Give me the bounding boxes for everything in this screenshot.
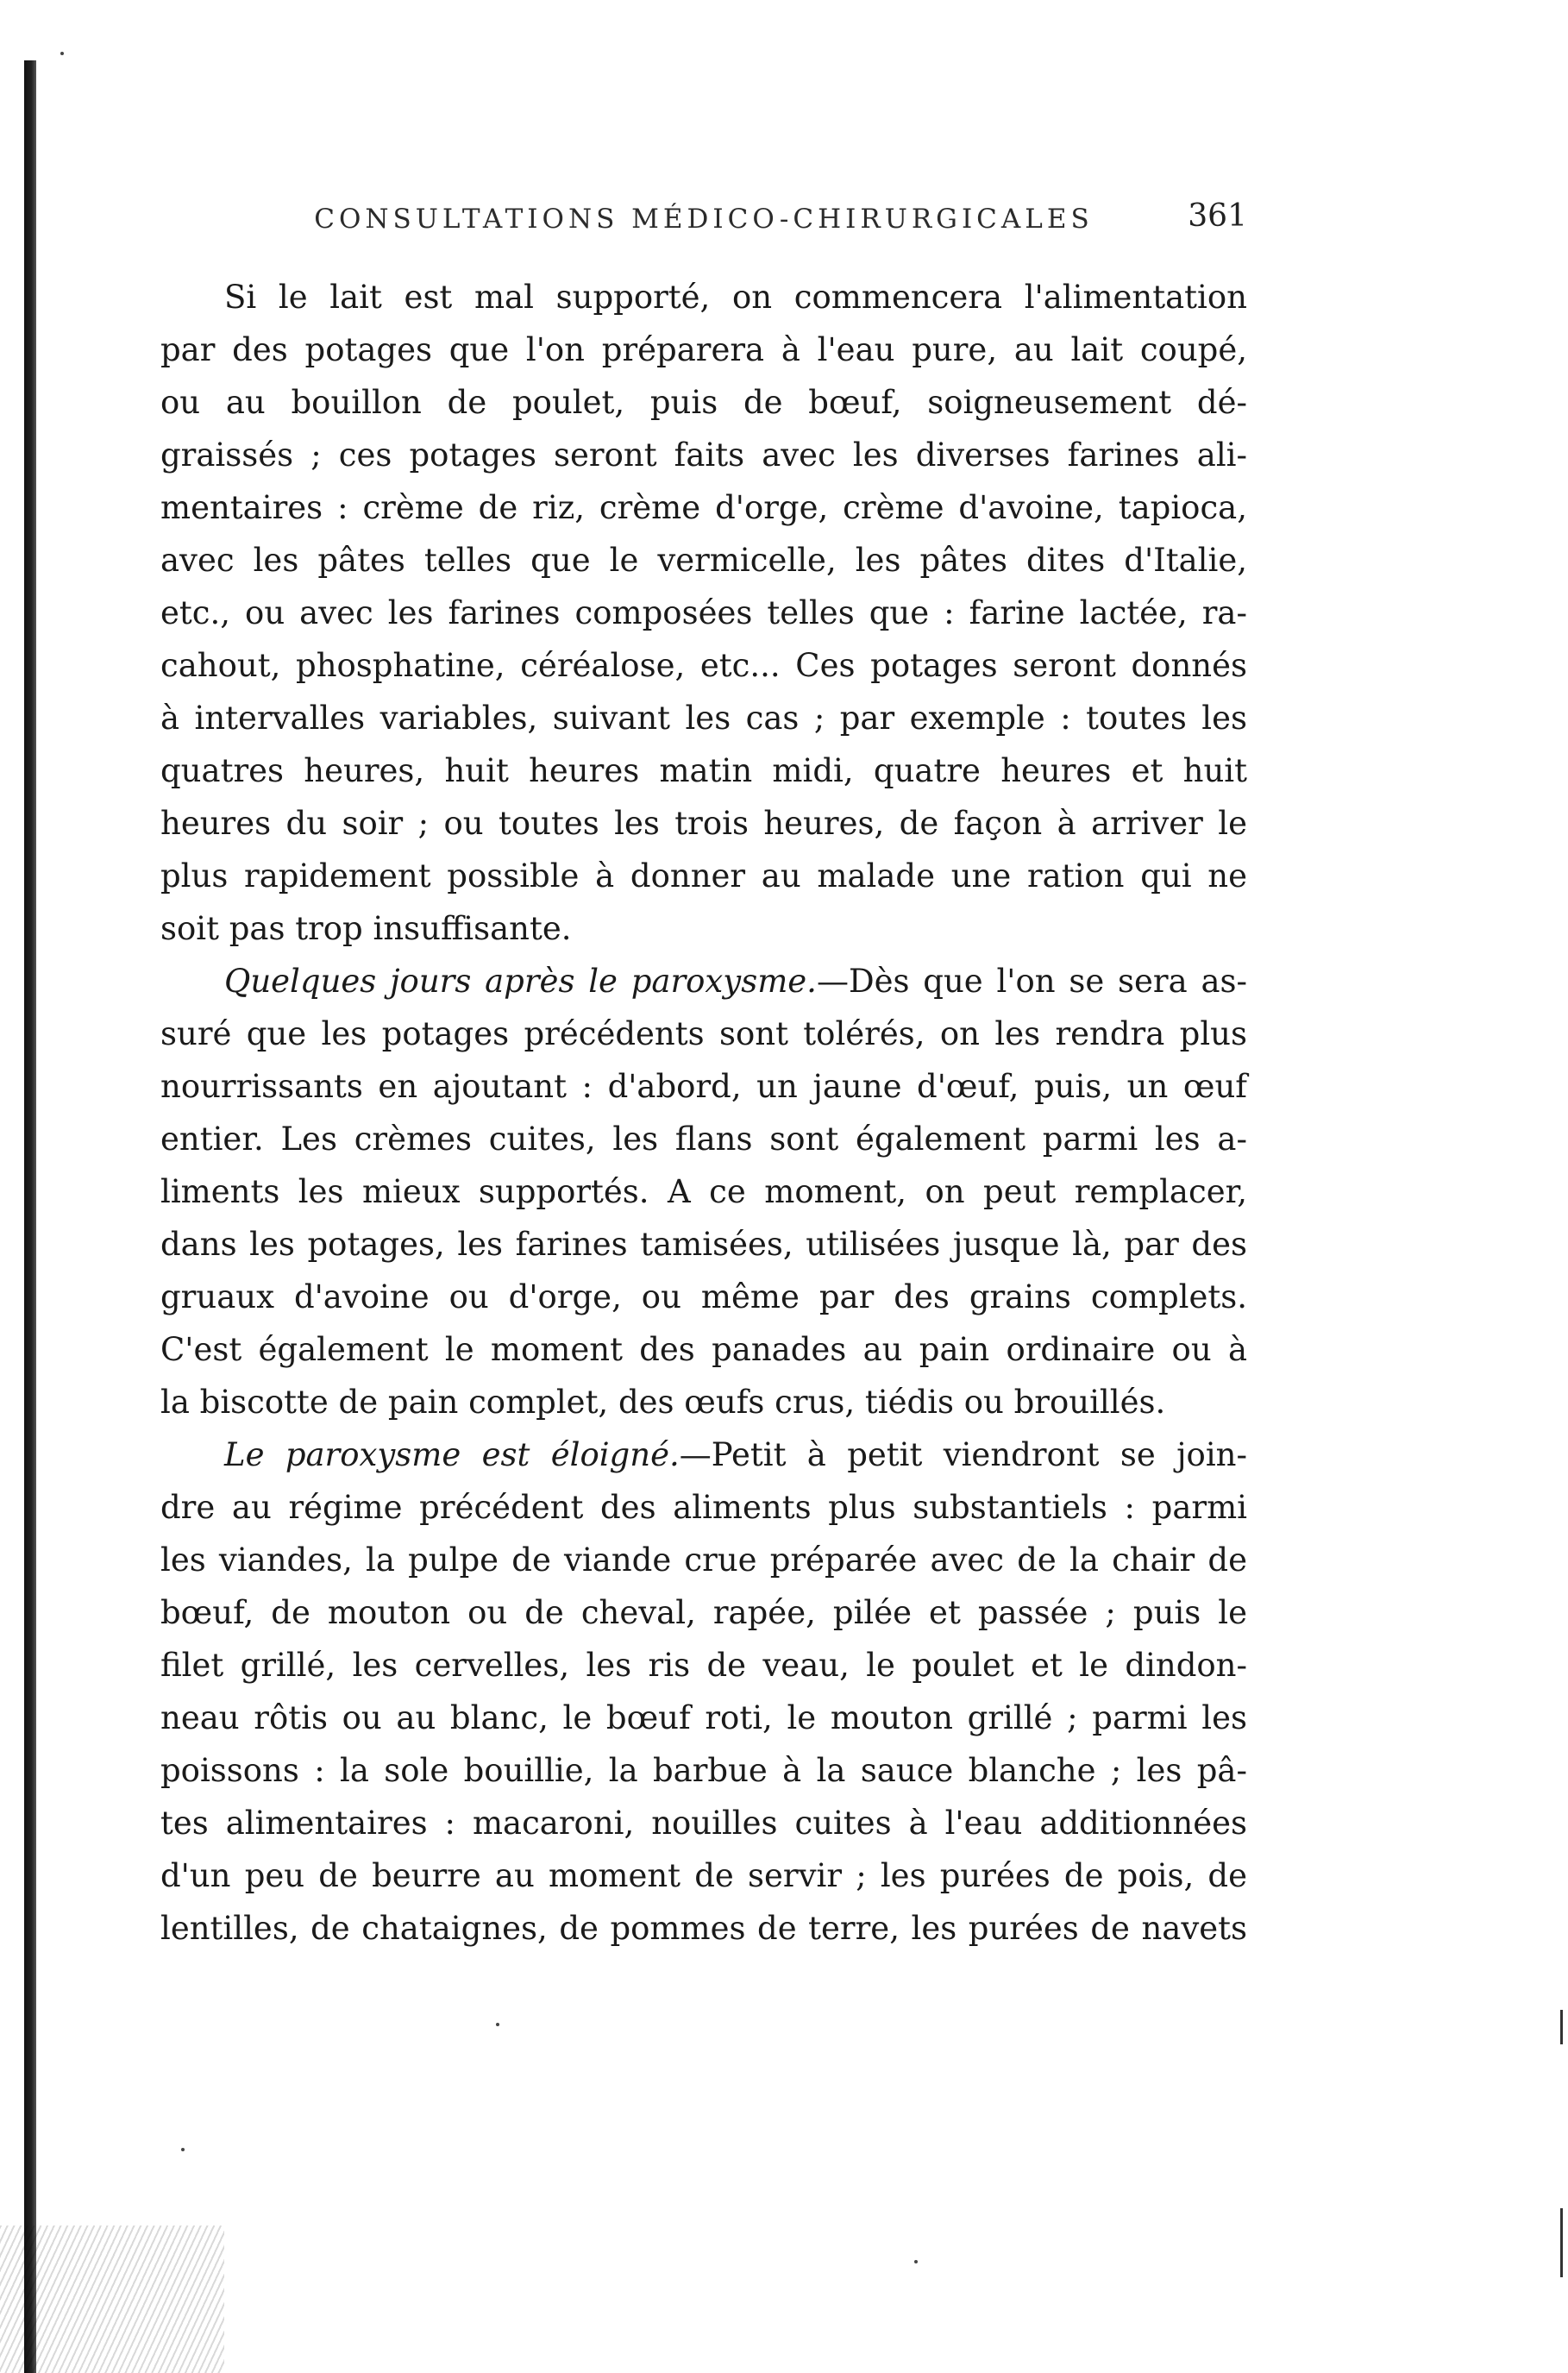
text-line: la biscotte de pain complet, des œufs crus, tiédis ou brouillés.: [160, 1384, 1166, 1421]
page-binding-edge: [24, 60, 36, 2373]
text-line: gruaux d'avoine ou d'orge, ou même par des grains complets.: [160, 1278, 1247, 1315]
text-line: quatres heures, huit heures matin midi, quatre heures et huit: [160, 752, 1247, 789]
text-line: neau rôtis ou au blanc, le bœuf roti, le mouton grillé ; parmi les: [160, 1699, 1247, 1736]
text-line: soit pas trop insuffisante.: [160, 910, 572, 947]
text-line: cahout, phosphatine, céréalose, etc... Ces potages seront donnés: [160, 647, 1247, 684]
text-line: dans les potages, les farines tamisées, utilisées jusque là, par des: [160, 1226, 1247, 1263]
text-line: etc., ou avec les farines composées telles que : farine lactée, ra-: [160, 594, 1247, 631]
text-line: lentilles, de chataignes, de pommes de terre, les purées de navets: [160, 1910, 1247, 1947]
text-line: nourrissants en ajoutant : d'abord, un jaune d'œuf, puis, un œuf: [160, 1068, 1247, 1105]
text-line: C'est également le moment des panades au pain ordinaire ou à: [160, 1331, 1247, 1368]
text-line: liments les mieux supportés. A ce moment, on peut remplacer,: [160, 1173, 1247, 1210]
running-head-title: CONSULTATIONS MÉDICO-CHIRURGICALES: [314, 204, 1094, 235]
text-run: —Petit à petit viendront se join-: [679, 1436, 1247, 1473]
text-line: plus rapidement possible à donner au malade une ration qui ne: [160, 857, 1247, 895]
section-lead: Quelques jours après le paroxysme.: [224, 963, 817, 1000]
text-line: à intervalles variables, suivant les cas ; par exemple : toutes les: [160, 700, 1247, 737]
scan-speck: [496, 2023, 499, 2026]
scan-speck: [60, 52, 64, 55]
text-line: filet grillé, les cervelles, les ris de veau, le poulet et le dindon-: [160, 1647, 1247, 1684]
paragraph: [160, 1428, 1247, 1955]
edge-mark: [1560, 2010, 1563, 2044]
running-head: [160, 198, 1247, 250]
text-line: entier. Les crèmes cuites, les flans sont également parmi les a-: [160, 1121, 1247, 1158]
text-line: [160, 1428, 1247, 1481]
text-line: d'un peu de beurre au moment de servir ; les purées de pois, de: [160, 1857, 1247, 1894]
text-line: par des potages que l'on préparera à l'eau pure, au lait coupé,: [160, 331, 1247, 368]
text-line: tes alimentaires : macaroni, nouilles cuites à l'eau additionnées: [160, 1805, 1247, 1842]
text-line: [160, 955, 1247, 1008]
scan-speck: [914, 2260, 918, 2263]
edge-mark: [1560, 2208, 1563, 2277]
text-line: Si le lait est mal supporté, on commencera l'alimentation: [224, 279, 1247, 316]
section-lead: Le paroxysme est éloigné.: [224, 1436, 680, 1473]
scan-noise: [0, 2225, 224, 2373]
text-line: graissés ; ces potages seront faits avec les diverses farines ali-: [160, 436, 1247, 474]
text-line: dre au régime précédent des aliments plus substantiels : parmi: [160, 1489, 1247, 1526]
page-number: 361: [1188, 198, 1247, 234]
text-line: poissons : la sole bouillie, la barbue à la sauce blanche ; les pâ-: [160, 1752, 1247, 1789]
text-line: bœuf, de mouton ou de cheval, rapée, pilée et passée ; puis le: [160, 1594, 1247, 1631]
text-line: mentaires : crème de riz, crème d'orge, crème d'avoine, tapioca,: [160, 489, 1247, 526]
scan-speck: [181, 2148, 185, 2151]
text-line: suré que les potages précédents sont tolérés, on les rendra plus: [160, 1015, 1247, 1052]
text-line: les viandes, la pulpe de viande crue préparée avec de la chair de: [160, 1541, 1247, 1579]
paragraph: [160, 955, 1247, 1428]
paragraph: [160, 271, 1247, 955]
text-run: —Dès que l'on se sera as-: [816, 963, 1247, 1000]
text-line: ou au bouillon de poulet, puis de bœuf, soigneusement dé-: [160, 384, 1247, 421]
book-page: [160, 198, 1247, 1955]
text-line: heures du soir ; ou toutes les trois heures, de façon à arriver le: [160, 805, 1247, 842]
text-line: avec les pâtes telles que le vermicelle, les pâtes dites d'Italie,: [160, 542, 1247, 579]
